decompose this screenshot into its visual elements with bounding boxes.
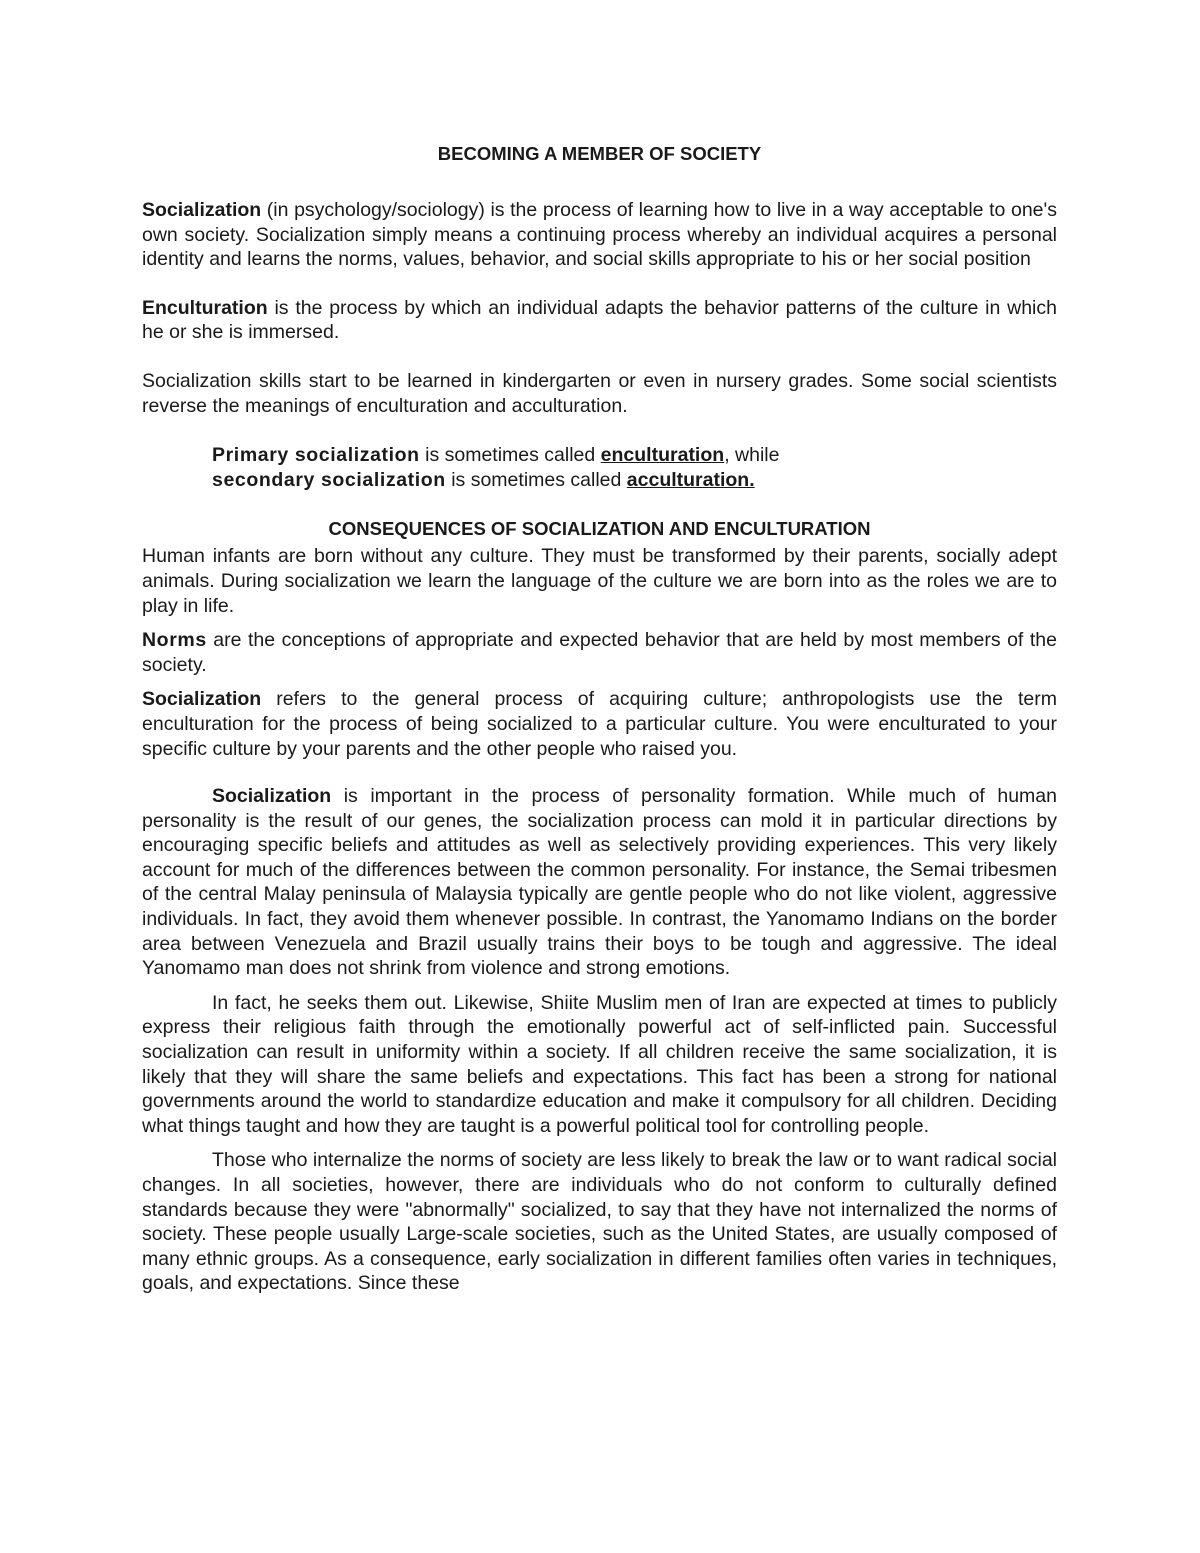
paragraph-norms: [142, 628, 1057, 677]
paragraph-socialization-general: [142, 687, 1057, 761]
paragraph-text: are the conceptions of appropriate and expected behavior that are held by most members of the society.: [142, 629, 1057, 676]
term-norms: Norms: [142, 629, 207, 652]
term-socialization: Socialization: [142, 688, 262, 711]
term-primary-socialization: Primary socialization: [212, 444, 420, 467]
line-text: is sometimes called: [445, 468, 627, 491]
line-end: , while: [724, 444, 780, 467]
term-socialization: Socialization: [212, 785, 332, 808]
secondary-socialization-line: [212, 468, 1057, 493]
paragraph-text: is important in the process of personality formation. While much of human personality is the result of our genes, the socialization process can mold it in particular directions by encouraging specific beliefs and attitudes as well as selectively providing experiences. This very likely account for much of the differences between the common personality. For instance, the Semai tribesmen of the central Malay peninsula of Malaysia typically are gentle people who do not like violent, aggressive individuals. In fact, they avoid them whenever possible. In contrast, the Yanomamo Indians on the border area between Venezuela and Brazil usually trains their boys to be tough and aggressive. The ideal Yanomamo man does not shrink from violence and strong emotions.: [142, 785, 1057, 980]
keyword-acculturation: acculturation.: [626, 468, 755, 491]
primary-secondary-socialization: [142, 443, 1057, 492]
page-title: BECOMING A MEMBER OF SOCIETY: [437, 143, 762, 164]
document-body: [142, 140, 1057, 1296]
paragraph-human-infants: Human infants are born without any culture. They must be transformed by their parents, socially adept animals. During socialization we learn the language of the culture we are born into as the roles we are to play in life.: [142, 545, 1057, 617]
paragraph-personality-formation: [142, 784, 1057, 981]
paragraph-socialization-skills: Socialization skills start to be learned in kindergarten or even in nursery grades. Some social scientists reverse the meanings of enculturation and acculturation.: [142, 369, 1057, 417]
primary-socialization-line: [212, 443, 1057, 468]
term-secondary-socialization: secondary socialization: [212, 468, 446, 491]
paragraph-socialization-definition: [142, 198, 1057, 272]
term-socialization: Socialization: [142, 199, 262, 221]
paragraph-internalize-norms: Those who internalize the norms of society are less likely to break the law or to want radical social changes. In all societies, however, there are individuals who do not conform to culturally defined standards because they were "abnormally" socialized, to say that they have not internalized the norms of society. These people usually Large-scale societies, such as the United States, are usually composed of many ethnic groups. As a consequence, early socialization in different families often varies in techniques, goals, and expectations. Since these: [142, 1149, 1057, 1295]
paragraph-seeks-them-out: In fact, he seeks them out. Likewise, Shiite Muslim men of Iran are expected at times to publicly express their religious faith through the emotionally powerful act of self-inflicted pain. Successful socialization can result in uniformity within a society. If all children receive the same socialization, it is likely that they will share the same beliefs and expectations. This fact has been a strong for national governments around the world to standardize education and make it compulsory for all children. Deciding what things taught and how they are taught is a powerful political tool for controlling people.: [142, 991, 1057, 1137]
paragraph-enculturation-definition: [142, 296, 1057, 345]
section-title-consequences: CONSEQUENCES OF SOCIALIZATION AND ENCULTURATION: [328, 518, 871, 540]
keyword-enculturation: enculturation: [600, 444, 725, 467]
line-text: is sometimes called: [419, 444, 601, 467]
paragraph-text: (in psychology/sociology) is the process of learning how to live in a way acceptable to one's own society. Socialization simply means a continuing process whereby an individual acquires a personal identity and learns the norms, values, behavior, and social skills appropriate to his or her social position: [142, 199, 1057, 271]
term-enculturation: Enculturation: [142, 296, 268, 319]
paragraph-text: is the process by which an individual adapts the behavior patterns of the culture in which he or she is immersed.: [142, 296, 1057, 344]
paragraph-text: refers to the general process of acquiring culture; anthropologists use the term enculturation for the process of being socialized to a particular culture. You were enculturated to your specific culture by your parents and the other people who raised you.: [142, 688, 1057, 760]
